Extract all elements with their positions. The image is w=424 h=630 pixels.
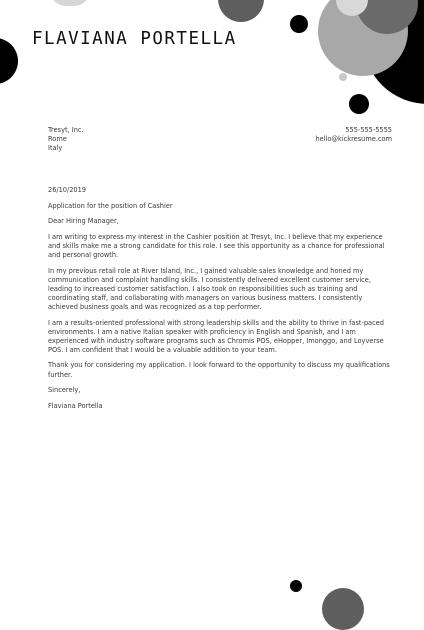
letter-date: 26/10/2019 [48,186,87,194]
applicant-name: FLAVIANA PORTELLA [32,29,237,49]
contact-info [315,126,392,144]
letter-paragraph: I am a results-oriented professional with strong leadership skills and the ability to thrive in fast-paced environments. I am a native Italian speaker with proficiency in English and Spanish, and I am experienced with industry software programs such as Chromis POS, eHopper, Imonggo, and Loyverse POS. I am confident that I would be a valuable addition to your team. [48,318,384,354]
letter-greeting: Dear Hiring Manager, [48,217,119,226]
decorative-circle [322,588,364,630]
decorative-circle [290,580,302,592]
recipient-address [48,126,84,153]
letter-paragraph: Thank you for considering my application. I look forward to the opportunity to discuss my qualifications further. [48,361,390,379]
letter-paragraph: In my previous retail role at River Island, Inc., I gained valuable sales knowledge and honed my communication and complaint handling skills. I consistently delivered excellent customer service, leading to increased customer satisfaction. I also took on responsibilities such as training and coordinating staff, and collaborating with managers on various business matters. I consistently achieved business goals and was recognized as a top performer. [48,266,371,311]
decorative-circle [349,94,369,114]
decorative-circle [290,15,308,33]
contact-email[interactable]: hello@kickresume.com [315,135,392,144]
letter-signature: Flaviana Portella [48,401,103,410]
letter-body [48,186,394,417]
decorative-circle [339,73,347,81]
letter-closing: Sincerely, [48,386,81,395]
contact-phone: 555-555-5555 [345,126,392,134]
letter-paragraph: I am writing to express my interest in the Cashier position at Tresyt, Inc. I believe that my experience and skills make me a strong candidate for this role. I see this opportunity as a chance for professional and personal growth. [48,232,385,259]
letter-subject: Application for the position of Cashier [48,201,173,210]
decorative-circle [50,0,90,6]
recipient-city: Rome [48,135,67,144]
recipient-company: Tresyt, Inc. [48,126,84,134]
decorative-circle [0,38,18,84]
recipient-country: Italy [48,144,63,153]
decorative-circle [218,0,264,22]
